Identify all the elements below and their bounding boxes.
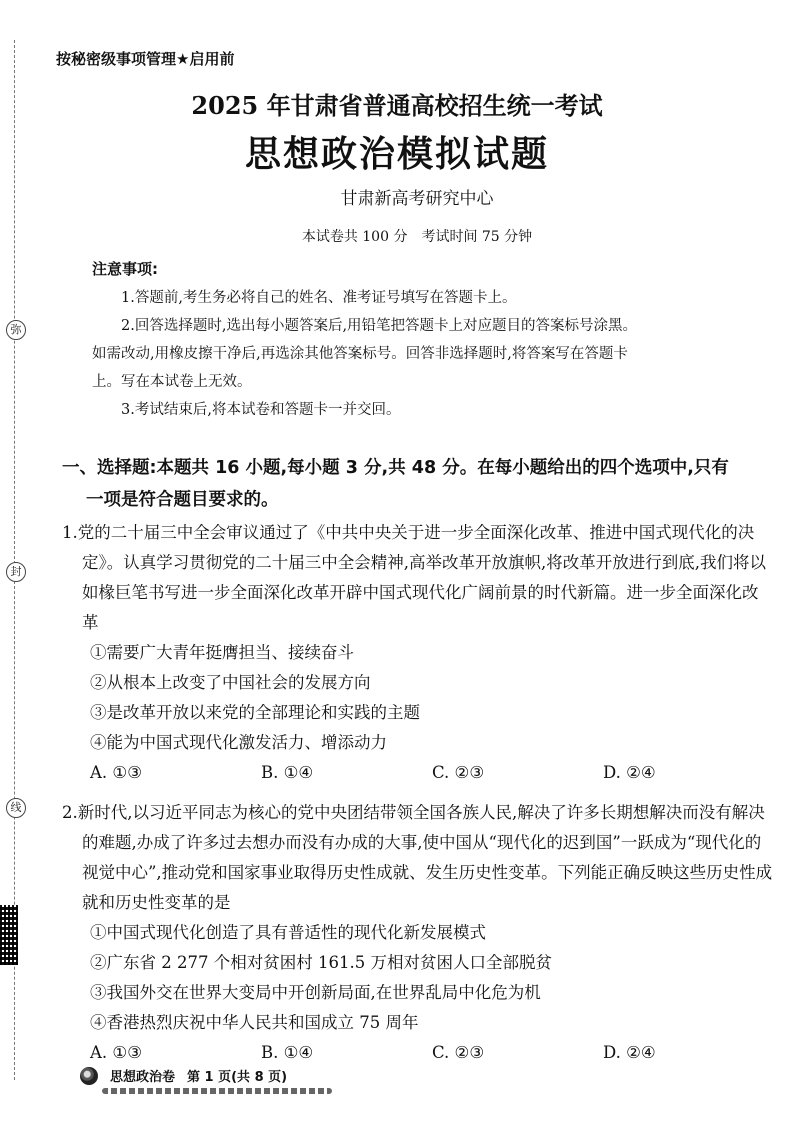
notice-item-2-line-1: 2.回答选择题时,选出每小题答案后,用铅笔把答题卡上对应题目的答案标号涂黑。 (121, 318, 638, 334)
question-1 (62, 518, 774, 788)
notice-block (92, 284, 752, 424)
question-2 (62, 798, 774, 1068)
exam-info: 本试卷共 100 分 考试时间 75 分钟 (301, 229, 533, 245)
section-heading-line-1: 一、选择题:本题共 16 小题,每小题 3 分,共 48 分。在每小题给出的四个选项中,只有 (62, 458, 729, 478)
footer-page-info: 第 1 页(共 8 页) (187, 1070, 288, 1085)
question-2-option-3: ③我国外交在世界大变局中开创新局面,在世界乱局中化危为机 (90, 983, 541, 1002)
question-1-choice-b[interactable]: B. ①④ (261, 763, 314, 782)
notice-item-2-line-2: 如需改动,用橡皮擦干净后,再选涂其他答案标号。回答非选择题时,将答案写在答题卡 (92, 346, 628, 362)
question-2-choices (62, 1038, 774, 1068)
question-1-choice-c[interactable]: C. ②③ (432, 763, 485, 782)
question-2-choice-a[interactable]: A. ①③ (90, 1043, 142, 1062)
notice-item-2-line-3: 上。写在本试卷上无效。 (92, 374, 252, 390)
question-2-stem: 2.新时代,以习近平同志为核心的党中央团结带领全国各族人民,解决了许多长期想解决而没有解决的难题,办成了许多过去想办而没有办成的大事,使中国从“现代化的迟到国”一跃成为“现代化的视觉中心”,推动党和国家事业取得历史性成就、发生历史性变革。下列能正确反映这些历史性成就和历史性变革的是 (62, 803, 773, 912)
question-1-choice-a[interactable]: A. ①③ (90, 763, 142, 782)
section-heading (62, 452, 762, 516)
question-2-option-1: ①中国式现代化创造了具有普适性的现代化新发展模式 (90, 923, 486, 942)
question-1-choices (62, 758, 774, 788)
footer-wavy-underline (102, 1088, 332, 1094)
question-2-choice-c[interactable]: C. ②③ (432, 1043, 485, 1062)
binding-mark-xian: 线 (6, 798, 26, 818)
paper-title: 思想政治模拟试题 (244, 133, 549, 175)
notice-title: 注意事项: (92, 260, 158, 278)
publisher-logo-icon (80, 1067, 98, 1085)
exam-title: 2025 年甘肃省普通高校招生统一考试 (191, 91, 603, 120)
question-2-option-4: ④香港热烈庆祝中华人民共和国成立 75 周年 (90, 1013, 419, 1032)
question-1-option-3: ③是改革开放以来党的全部理论和实践的主题 (90, 703, 420, 722)
notice-item-1: 1.答题前,考生务必将自己的姓名、准考证号填写在答题卡上。 (121, 290, 517, 306)
question-2-choice-d[interactable]: D. ②④ (603, 1043, 656, 1062)
section-heading-line-2: 一项是符合题目要求的。 (86, 490, 279, 510)
organizer: 甘肃新高考研究中心 (340, 189, 494, 209)
binding-mark-mi: 弥 (6, 320, 26, 340)
footer-subject: 思想政治卷 (110, 1070, 176, 1085)
question-1-option-1: ①需要广大青年挺膺担当、接续奋斗 (90, 643, 354, 662)
question-2-choice-b[interactable]: B. ①④ (261, 1043, 314, 1062)
notice-item-3: 3.考试结束后,将本试卷和答题卡一并交回。 (121, 402, 401, 418)
question-2-option-2: ②广东省 2 277 个相对贫困村 161.5 万相对贫困人口全部脱贫 (90, 953, 552, 972)
secret-notice: 按秘密级事项管理★启用前 (56, 50, 235, 68)
question-1-choice-d[interactable]: D. ②④ (603, 763, 656, 782)
question-1-stem: 1.党的二十届三中全会审议通过了《中共中央关于进一步全面深化改革、推进中国式现代化的决定》。认真学习贯彻党的二十届三中全会精神,高举改革开放旗帜,将改革开放进行到底,我们将以如椽巨笔书写进一步全面深化改革开辟中国式现代化广阔前景的时代新篇。进一步全面深化改革 (62, 523, 766, 632)
qr-code-icon (0, 905, 18, 965)
question-1-option-4: ④能为中国式现代化激发活力、增添动力 (90, 733, 387, 752)
question-1-option-2: ②从根本上改变了中国社会的发展方向 (90, 673, 371, 692)
binding-mark-feng: 封 (6, 562, 26, 582)
page-footer (80, 1066, 287, 1085)
